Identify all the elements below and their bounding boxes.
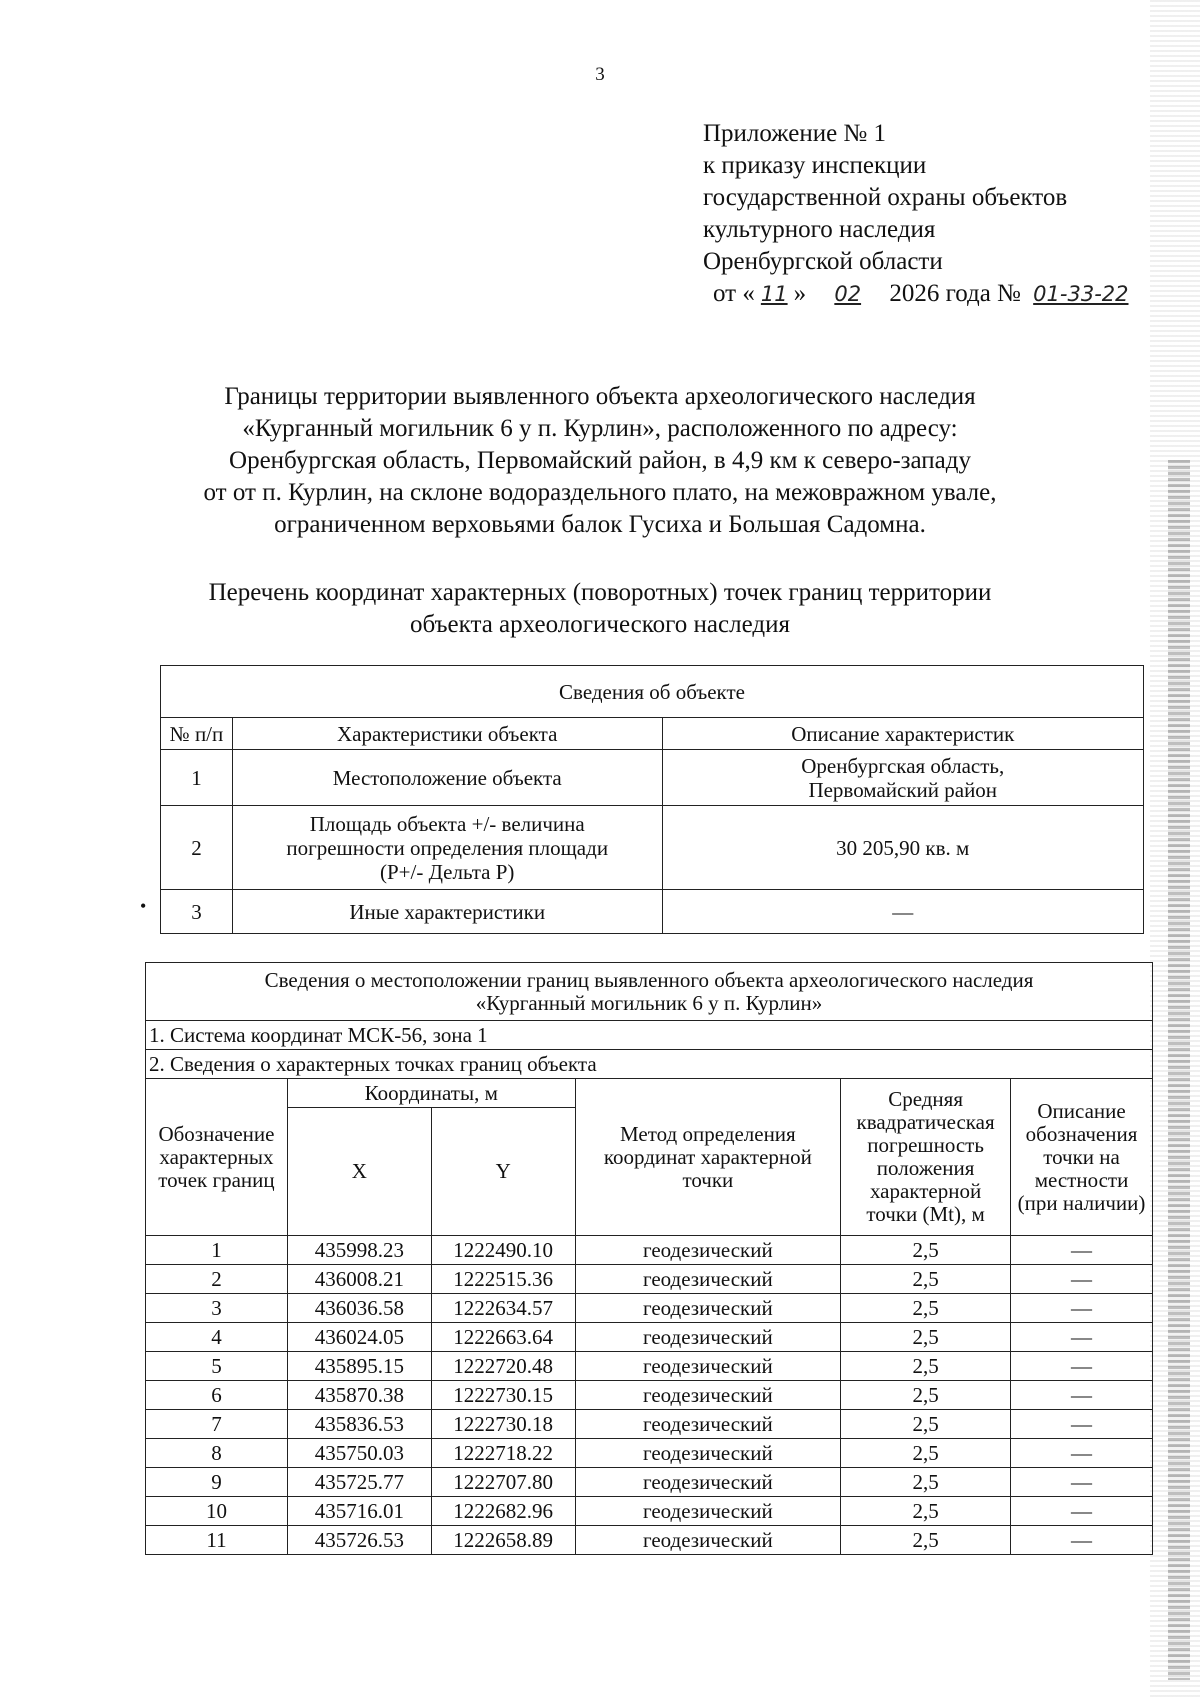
appendix-line: государственной охраны объектов [703, 184, 1068, 211]
point-number: 7 [146, 1410, 288, 1439]
row-number: 3 [161, 890, 233, 934]
row-name [232, 806, 662, 890]
point-description: — [1011, 1468, 1153, 1497]
point-x: 435750.03 [287, 1439, 431, 1468]
point-description: — [1011, 1265, 1153, 1294]
col-header-method: Метод определения координат характерной точки [575, 1079, 841, 1236]
table-row [146, 1439, 1153, 1468]
col-header-error: Средняя квадратическая погрешность положения характерной точки (Mt), м [841, 1079, 1011, 1236]
page-number: 3 [595, 64, 605, 85]
col-header-point: Обозначение характерных точек границ [146, 1079, 288, 1236]
point-error: 2,5 [841, 1497, 1011, 1526]
point-number: 2 [146, 1265, 288, 1294]
object-info-table [160, 665, 1144, 934]
table-row [161, 890, 1144, 934]
point-description: — [1011, 1439, 1153, 1468]
point-x: 436008.21 [287, 1265, 431, 1294]
point-number: 10 [146, 1497, 288, 1526]
point-y: 1222730.15 [431, 1381, 575, 1410]
point-description: — [1011, 1526, 1153, 1555]
point-method: геодезический [575, 1294, 841, 1323]
point-error: 2,5 [841, 1265, 1011, 1294]
title-line: ограниченном верховьями балок Гусиха и Большая Садомна. [274, 511, 926, 538]
table-row [146, 1352, 1153, 1381]
col-header-number: № п/п [161, 718, 233, 750]
point-y: 1222720.48 [431, 1352, 575, 1381]
point-x: 435726.53 [287, 1526, 431, 1555]
point-error: 2,5 [841, 1381, 1011, 1410]
table-row [146, 1526, 1153, 1555]
appendix-line: Оренбургской области [703, 248, 943, 275]
point-error: 2,5 [841, 1236, 1011, 1265]
caption-line: Сведения о местоположении границ выявленного объекта археологического наследия [264, 967, 1034, 992]
handwritten-day: 11 [760, 282, 788, 306]
date-prefix: от « [713, 280, 755, 307]
point-error: 2,5 [841, 1323, 1011, 1352]
point-x: 435836.53 [287, 1410, 431, 1439]
point-method: геодезический [575, 1410, 841, 1439]
point-number: 6 [146, 1381, 288, 1410]
point-number: 8 [146, 1439, 288, 1468]
point-number: 3 [146, 1294, 288, 1323]
row-name-line: (Р+/- Дельта Р) [379, 859, 515, 884]
point-y: 1222682.96 [431, 1497, 575, 1526]
point-y: 1222634.57 [431, 1294, 575, 1323]
table-row [146, 1265, 1153, 1294]
handwritten-month: 02 [834, 282, 862, 306]
appendix-line: культурного наследия [703, 216, 936, 243]
boundary-table-caption [146, 963, 1153, 1021]
appendix-line: Приложение № 1 [703, 120, 887, 147]
row-value: 30 205,90 кв. м [662, 806, 1144, 890]
subtitle-line: объекта археологического наследия [410, 611, 790, 638]
date-year: 2026 года № [889, 280, 1021, 307]
point-number: 4 [146, 1323, 288, 1352]
col-header-y: Y [431, 1108, 575, 1236]
point-method: геодезический [575, 1265, 841, 1294]
row-name: Местоположение объекта [232, 750, 662, 806]
points-section-header: 2. Сведения о характерных точках границ объекта [146, 1050, 1153, 1079]
point-error: 2,5 [841, 1439, 1011, 1468]
point-y: 1222663.64 [431, 1323, 575, 1352]
point-y: 1222730.18 [431, 1410, 575, 1439]
table-row [146, 1236, 1153, 1265]
point-error: 2,5 [841, 1526, 1011, 1555]
point-method: геодезический [575, 1526, 841, 1555]
row-value-line: Оренбургская область, [801, 753, 1005, 778]
point-error: 2,5 [841, 1352, 1011, 1381]
subtitle-line: Перечень координат характерных (поворотных) точек границ территории [208, 579, 992, 606]
point-y: 1222718.22 [431, 1439, 575, 1468]
table-row [146, 1497, 1153, 1526]
row-name: Иные характеристики [232, 890, 662, 934]
point-y: 1222515.36 [431, 1265, 575, 1294]
row-value-line: Первомайский район [808, 777, 998, 802]
point-error: 2,5 [841, 1294, 1011, 1323]
title-line: Границы территории выявленного объекта археологического наследия [224, 383, 976, 410]
point-description: — [1011, 1236, 1153, 1265]
document-subtitle [0, 577, 1200, 641]
col-header-description: Описание обозначения точки на местности (при наличии) [1011, 1079, 1153, 1236]
point-x: 436024.05 [287, 1323, 431, 1352]
point-y: 1222707.80 [431, 1468, 575, 1497]
scan-edge-artifact-dark [1168, 460, 1190, 1680]
appendix-block [703, 118, 1135, 310]
point-description: — [1011, 1381, 1153, 1410]
title-line: «Курганный могильник 6 у п. Курлин», расположенного по адресу: [242, 415, 958, 442]
date-mid: » [793, 280, 807, 307]
row-number: 1 [161, 750, 233, 806]
table-row [146, 1468, 1153, 1497]
point-method: геодезический [575, 1323, 841, 1352]
coordinate-system: 1. Система координат МСК-56, зона 1 [146, 1021, 1153, 1050]
point-method: геодезический [575, 1468, 841, 1497]
object-table-caption: Сведения об объекте [161, 666, 1144, 718]
point-number: 5 [146, 1352, 288, 1381]
title-line: Оренбургская область, Первомайский район, в 4,9 км к северо-западу [229, 447, 971, 474]
point-y: 1222490.10 [431, 1236, 575, 1265]
row-value [662, 750, 1144, 806]
col-header-description: Описание характеристик [662, 718, 1144, 750]
point-method: геодезический [575, 1497, 841, 1526]
point-x: 435870.38 [287, 1381, 431, 1410]
point-method: геодезический [575, 1352, 841, 1381]
title-line: от от п. Курлин, на склоне водораздельного плато, на межовражном увале, [203, 479, 997, 506]
col-header-x: X [287, 1108, 431, 1236]
point-x: 435998.23 [287, 1236, 431, 1265]
caption-line: «Курганный могильник 6 у п. Курлин» [475, 990, 823, 1015]
point-x: 435725.77 [287, 1468, 431, 1497]
table-row [146, 1381, 1153, 1410]
point-x: 435895.15 [287, 1352, 431, 1381]
point-x: 436036.58 [287, 1294, 431, 1323]
point-error: 2,5 [841, 1410, 1011, 1439]
point-x: 435716.01 [287, 1497, 431, 1526]
table-row [161, 750, 1144, 806]
point-number: 9 [146, 1468, 288, 1497]
point-description: — [1011, 1352, 1153, 1381]
point-number: 1 [146, 1236, 288, 1265]
table-row [161, 806, 1144, 890]
point-method: геодезический [575, 1439, 841, 1468]
point-y: 1222658.89 [431, 1526, 575, 1555]
point-number: 11 [146, 1526, 288, 1555]
document-title [0, 381, 1200, 541]
point-method: геодезический [575, 1381, 841, 1410]
appendix-date-line [713, 278, 1135, 310]
point-description: — [1011, 1410, 1153, 1439]
handwritten-order-number: 01-33-22 [1033, 282, 1129, 306]
table-row [146, 1323, 1153, 1352]
col-header-coordinates: Координаты, м [287, 1079, 575, 1108]
point-description: — [1011, 1294, 1153, 1323]
point-description: — [1011, 1497, 1153, 1526]
point-method: геодезический [575, 1236, 841, 1265]
point-description: — [1011, 1323, 1153, 1352]
boundary-points-table [145, 962, 1153, 1555]
point-error: 2,5 [841, 1468, 1011, 1497]
row-name-line: Площадь объекта +/- величина [309, 811, 585, 836]
table-row [146, 1410, 1153, 1439]
appendix-line: к приказу инспекции [703, 152, 927, 179]
table-row [146, 1294, 1153, 1323]
row-number: 2 [161, 806, 233, 890]
row-value: — [662, 890, 1144, 934]
row-name-line: погрешности определения площади [286, 835, 609, 860]
col-header-characteristic: Характеристики объекта [232, 718, 662, 750]
stray-bullet: • [140, 896, 147, 916]
